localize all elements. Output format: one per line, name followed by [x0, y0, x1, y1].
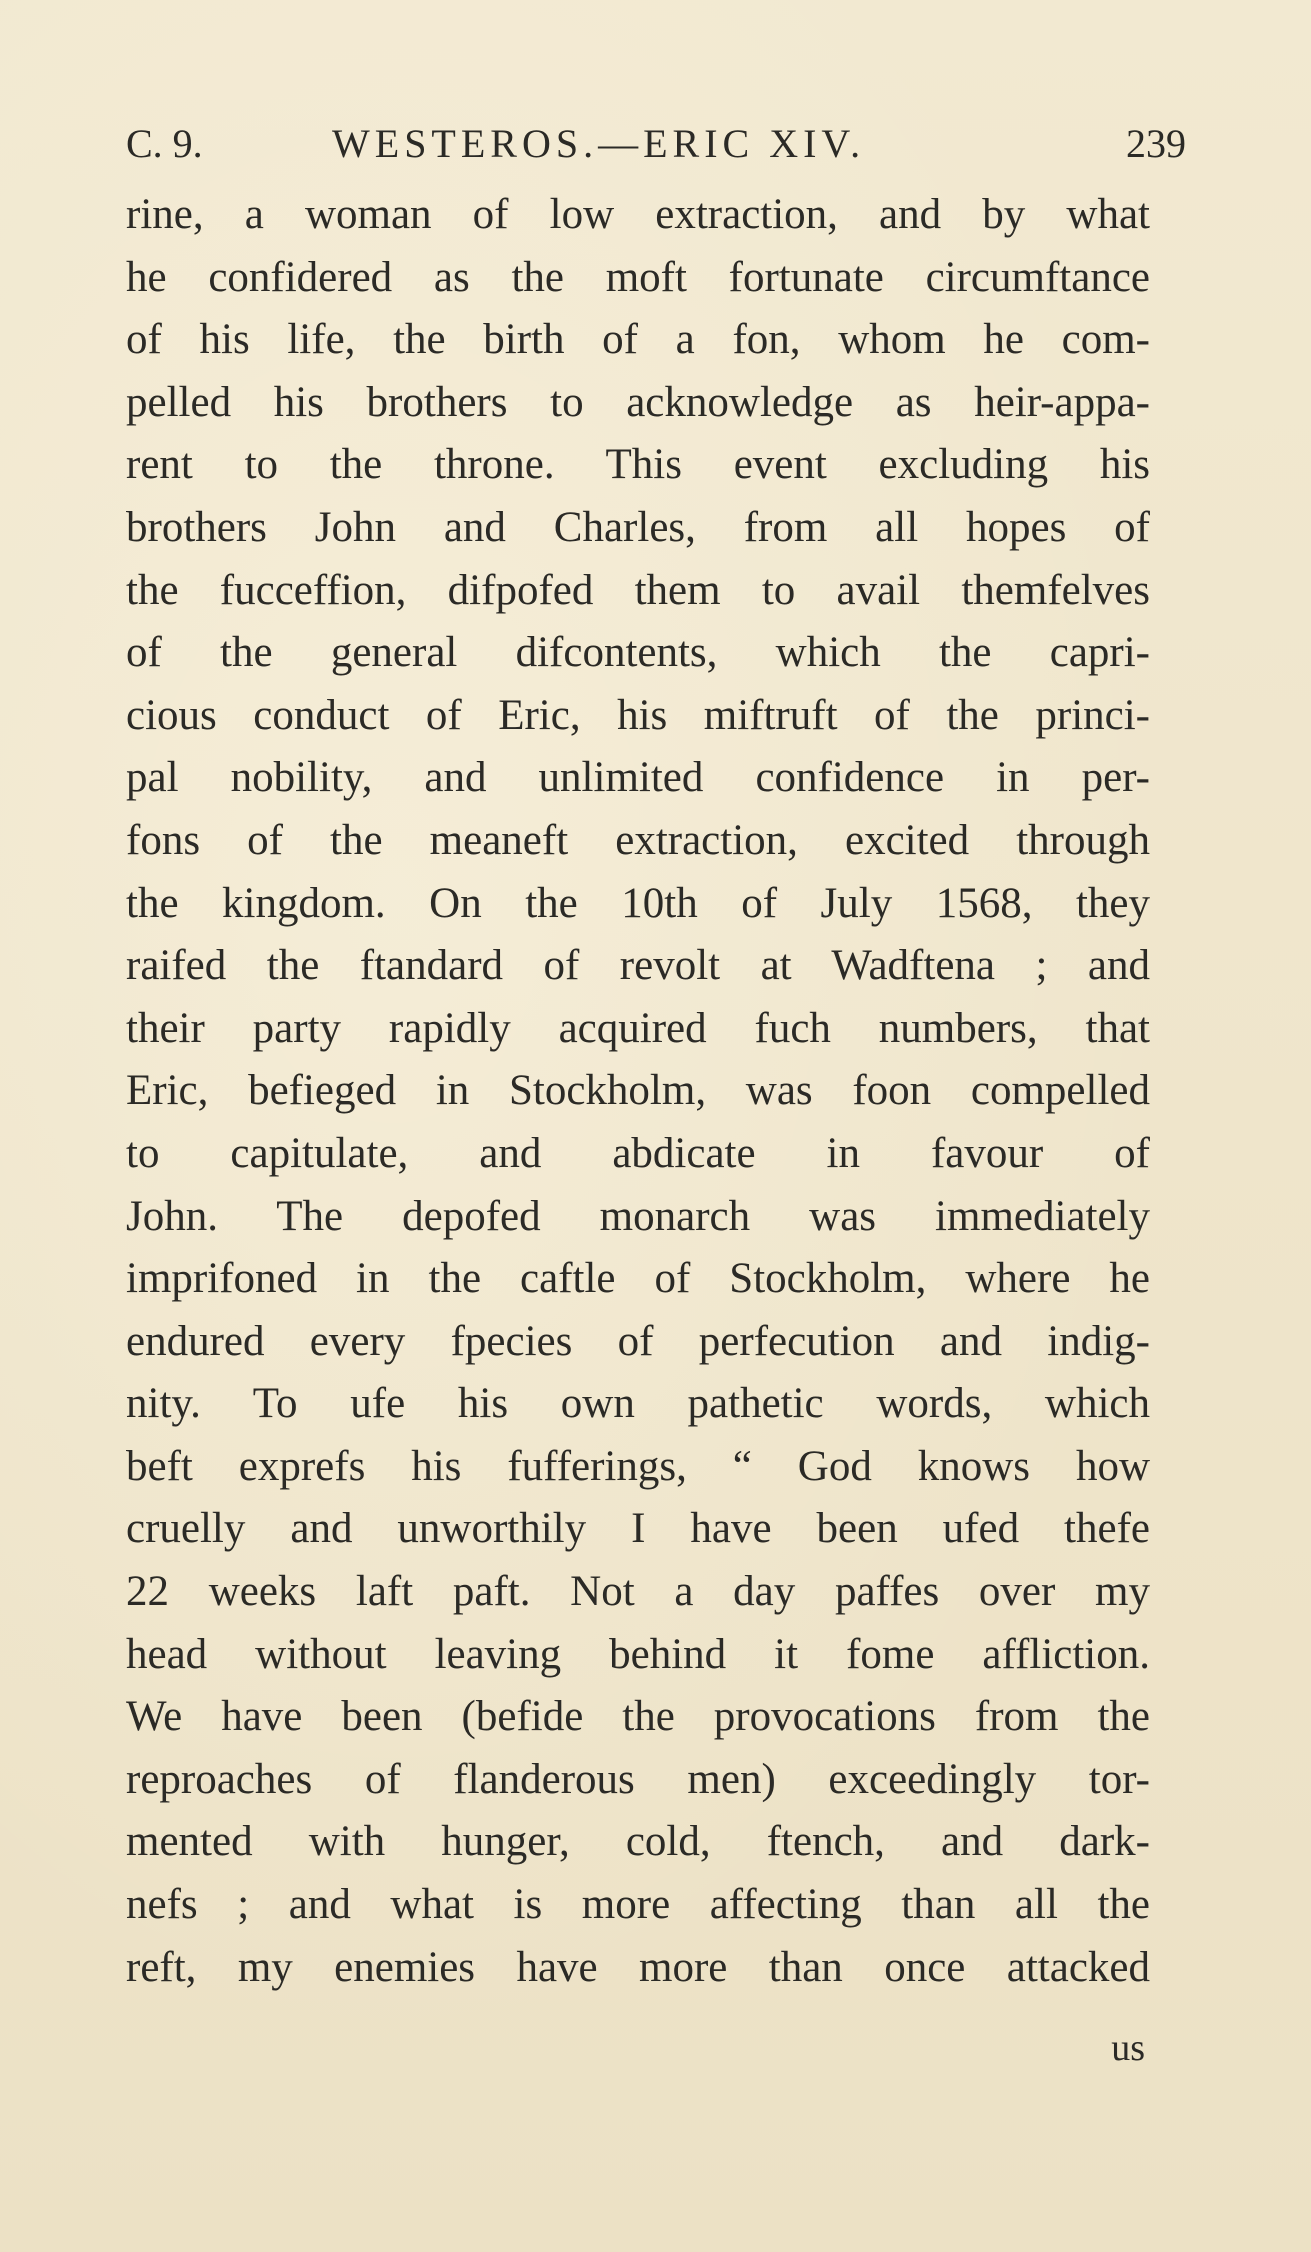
text-line: head without leaving behind it fome affliction.	[126, 1630, 1150, 1678]
text-line: the kingdom. On the 10th of July 1568, they	[126, 879, 1150, 927]
text-line: We have been (befide the provocations from the	[126, 1693, 1150, 1741]
text-line: cruelly and unworthily I have been ufed thefe	[126, 1505, 1150, 1553]
text-line: beft exprefs his fufferings, “ God knows how	[126, 1442, 1150, 1490]
text-line: rine, a woman of low extraction, and by what	[126, 191, 1150, 238]
text-line: pelled his brothers to acknowledge as heir-appa-	[126, 378, 1150, 426]
text-line: mented with hunger, cold, ftench, and dark-	[126, 1818, 1150, 1866]
text-line: to capitulate, and abdicate in favour of	[126, 1129, 1150, 1177]
body-text	[126, 184, 1150, 1999]
text-line: reft, my enemies have more than once attacked	[126, 1943, 1150, 1991]
text-line: fons of the meaneft extraction, excited through	[126, 816, 1150, 864]
text-line: 22 weeks laft paft. Not a day paffes over my	[126, 1568, 1150, 1616]
text-line: the fucceffion, difpofed them to avail themfelves	[126, 566, 1150, 614]
text-line: brothers John and Charles, from all hopes of	[126, 503, 1150, 551]
text-line: nity. To ufe his own pathetic words, which	[126, 1380, 1150, 1428]
text-line: of his life, the birth of a fon, whom he com-	[126, 316, 1150, 364]
text-line: nefs ; and what is more affecting than all the	[126, 1881, 1150, 1929]
catchword: us	[1111, 2027, 1145, 2069]
text-line: Eric, befieged in Stockholm, was foon compelled	[126, 1067, 1150, 1115]
text-line: John. The depofed monarch was immediately	[126, 1192, 1150, 1240]
text-line: endured every fpecies of perfecution and indig-	[126, 1317, 1150, 1365]
text-line: rent to the throne. This event excluding his	[126, 441, 1150, 489]
chapter-reference: C. 9.	[126, 121, 203, 166]
text-line: cious conduct of Eric, his miftruft of the princi-	[126, 691, 1150, 739]
text-line: imprifoned in the caftle of Stockholm, where he	[126, 1255, 1150, 1303]
text-line: raifed the ftandard of revolt at Wadftena ; and	[126, 942, 1150, 990]
running-title: WESTEROS.—ERIC XIV.	[332, 121, 866, 166]
text-line: he confidered as the moft fortunate circumftance	[126, 253, 1150, 301]
text-line: pal nobility, and unlimited confidence in per-	[126, 754, 1150, 802]
running-header	[126, 116, 1186, 172]
text-line: of the general difcontents, which the capri-	[126, 629, 1150, 677]
text-line: reproaches of flanderous men) exceedingly tor-	[126, 1755, 1150, 1803]
text-line: their party rapidly acquired fuch numbers, that	[126, 1004, 1150, 1052]
page-number: 239	[1126, 121, 1186, 166]
